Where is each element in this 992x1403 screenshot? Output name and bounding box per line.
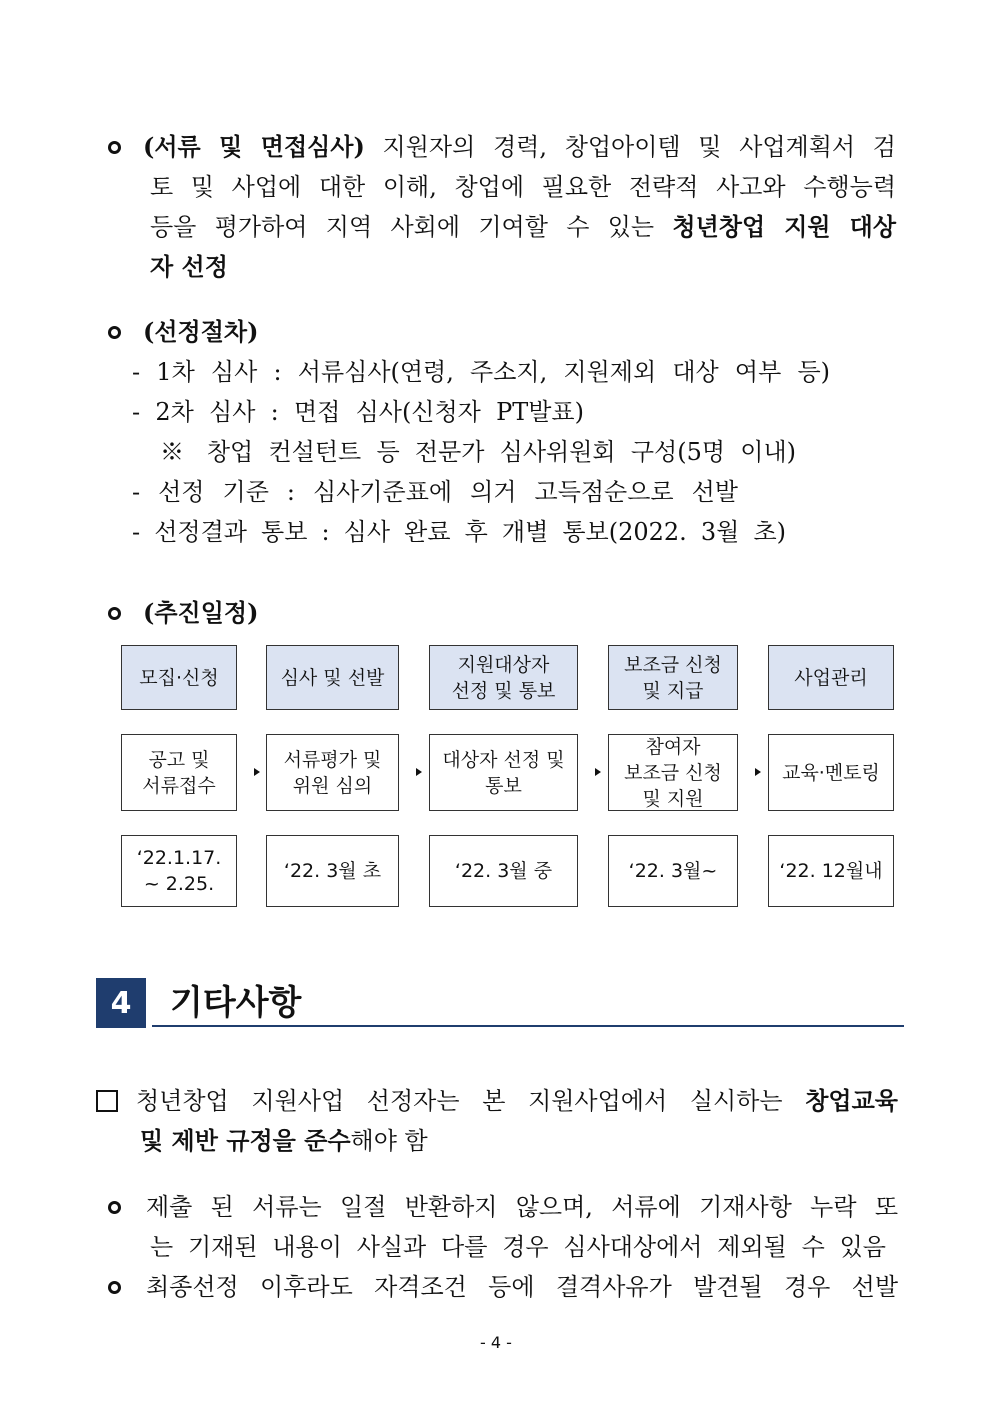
- stage-3-title: 지원대상자 선정 및 통보: [429, 645, 578, 710]
- circle-bullet-icon: [108, 1281, 121, 1294]
- stage-1-date: ‘22.1.17. ~ 2.25.: [121, 835, 237, 907]
- stage-2-date: ‘22. 3월 초: [266, 835, 399, 907]
- compliance-line-2: 및 제반 규정을 준수해야 함: [140, 1126, 428, 1155]
- circle-bullet-icon: [108, 326, 121, 339]
- stage-5-desc: 교육·멘토링: [768, 734, 894, 811]
- notice-1-line-1: 제출 된 서류는 일절 반환하지 않으며, 서류에 기재사항 누락 또: [146, 1193, 898, 1221]
- notice-1-line-2: 는 기재된 내용이 사실과 다를 경우 심사대상에서 제외될 수 있음: [150, 1233, 886, 1261]
- screening-heading: (서류 및 면접심사): [143, 132, 365, 161]
- stage-4-desc: 참여자 보조금 신청 및 지원: [608, 734, 738, 811]
- screening-line-2: 토 및 사업에 대한 이해, 창업에 필요한 전략적 사고와 수행능력: [150, 173, 896, 201]
- section-divider: [152, 1025, 904, 1027]
- section-title: 기타사항: [170, 983, 302, 1023]
- stage-4-title: 보조금 신청 및 지급: [608, 645, 738, 710]
- arrow-right-icon: [595, 768, 601, 776]
- procedure-item-1: - 1차 심사 : 서류심사(연령, 주소지, 지원제외 대상 여부 등): [132, 358, 830, 386]
- compliance-line-1: 청년창업 지원사업 선정자는 본 지원사업에서 실시하는 창업교육: [136, 1086, 898, 1115]
- procedure-heading: (선정절차): [143, 317, 259, 346]
- stage-1-desc: 공고 및 서류접수: [121, 734, 237, 811]
- stage-1-title: 모집·신청: [121, 645, 237, 710]
- notice-2-line-1: 최종선정 이후라도 자격조건 등에 결격사유가 발견될 경우 선발: [146, 1273, 898, 1301]
- arrow-right-icon: [416, 768, 422, 776]
- screening-line-3: 등을 평가하여 지역 사회에 기여할 수 있는 청년창업 지원 대상: [150, 212, 897, 241]
- screening-line-1: (서류 및 면접심사) 지원자의 경력, 창업아이템 및 사업계획서 검: [143, 132, 896, 161]
- arrow-right-icon: [755, 768, 761, 776]
- stage-5-date: ‘22. 12월내: [768, 835, 894, 907]
- procedure-item-4: - 선정결과 통보 : 심사 완료 후 개별 통보(2022. 3월 초): [132, 518, 786, 546]
- page-number: - 4 -: [480, 1333, 512, 1352]
- square-bullet-icon: [96, 1090, 118, 1112]
- screening-line-4: 자 선정: [150, 252, 228, 281]
- stage-5-title: 사업관리: [768, 645, 894, 710]
- stage-3-desc: 대상자 선정 및 통보: [429, 734, 578, 811]
- procedure-note: ※ 창업 컨설턴트 등 전문가 심사위원회 구성(5명 이내): [160, 438, 796, 466]
- stage-2-desc: 서류평가 및 위원 심의: [266, 734, 399, 811]
- procedure-item-2: - 2차 심사 : 면접 심사(신청자 PT발표): [132, 398, 584, 426]
- circle-bullet-icon: [108, 607, 121, 620]
- stage-4-date: ‘22. 3월~: [608, 835, 738, 907]
- stage-3-date: ‘22. 3월 중: [429, 835, 578, 907]
- schedule-heading: (추진일정): [143, 598, 259, 627]
- circle-bullet-icon: [108, 141, 121, 154]
- circle-bullet-icon: [108, 1201, 121, 1214]
- section-number-badge: 4: [96, 978, 146, 1028]
- stage-2-title: 심사 및 선발: [266, 645, 399, 710]
- arrow-right-icon: [254, 768, 260, 776]
- procedure-item-3: - 선정 기준 : 심사기준표에 의거 고득점순으로 선발: [132, 478, 738, 506]
